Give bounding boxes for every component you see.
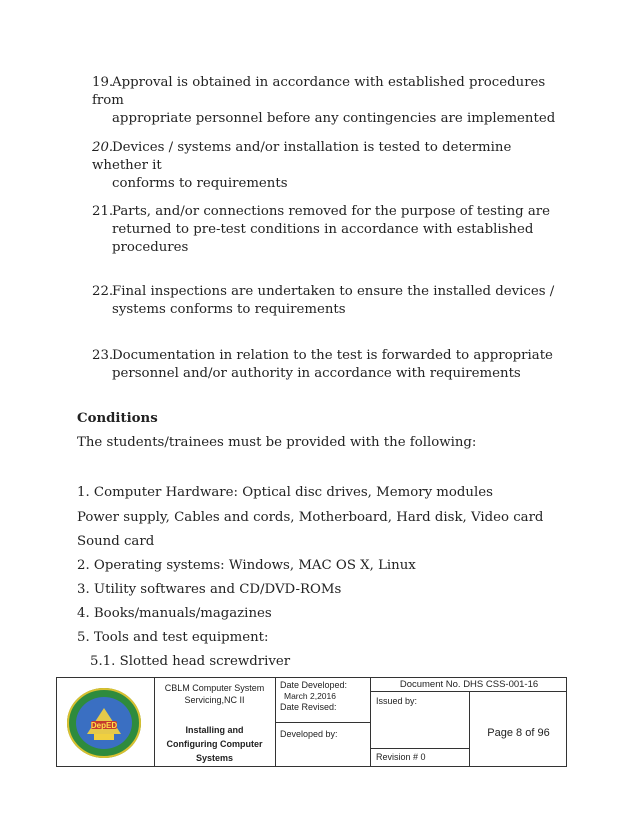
date-cell [280,680,370,713]
item-text: Approval is obtained in accordance with established procedures from [92,75,546,108]
revision-number: Revision # 0 [376,752,426,762]
date-developed-value: March 2,2016 [284,691,336,701]
footer-table [56,677,567,767]
condition-line: 4. Books/manuals/magazines [77,606,272,621]
document-number: Document No. DHS CSS-001-16 [399,679,539,690]
condition-line: Sound card [77,534,155,549]
item-text-cont: procedures [112,240,189,255]
item-number: 21. [92,204,114,219]
date-developed-label: Date Developed: [280,680,348,690]
divider [370,691,566,692]
item-text: Parts, and/or connections removed for the purpose of testing are [112,204,551,219]
date-revised-label: Date Revised: [280,702,337,712]
conditions-heading: Conditions [77,411,158,426]
condition-line: 1. Computer Hardware: Optical disc drives, Memory modules [77,485,493,500]
item-text-cont: conforms to requirements [112,176,288,191]
developed-by-label: Developed by: [280,729,338,739]
item-text-cont: returned to pre-test conditions in accordance with established [112,222,534,237]
condition-line: 5.1. Slotted head screwdriver [90,654,291,669]
module-line: Configuring Computer [166,739,263,749]
item-number: 22. [92,284,114,299]
module-line: Systems [195,753,234,763]
item-22 [92,283,562,319]
item-20 [92,139,562,193]
item-text-cont: appropriate personnel before any contingencies are implemented [112,111,556,126]
item-text: Final inspections are undertaken to ensure the installed devices / [112,284,555,299]
item-text-cont: personnel and/or authority in accordance with requirements [112,366,521,381]
divider [370,748,469,749]
item-19 [92,74,562,128]
item-text: Documentation in relation to the test is forwarded to appropriate [112,348,553,363]
item-text: Devices / systems and/or installation is tested to determine whether it [92,140,512,173]
divider [275,722,370,723]
condition-line: 5. Tools and test equipment: [77,630,269,645]
cblm-line: Servicing,NC II [184,695,245,705]
module-title-cell [154,723,275,765]
condition-line: Power supply, Cables and cords, Motherboard, Hard disk, Video card [77,510,544,525]
condition-line: 2. Operating systems: Windows, MAC OS X, Linux [77,558,416,573]
item-number: 20. [92,140,114,155]
condition-line: 3. Utility softwares and CD/DVD-ROMs [77,582,342,597]
cblm-title-cell [154,682,275,706]
page-number: Page 8 of 96 [487,727,550,739]
item-21 [92,203,562,257]
item-text-cont: systems conforms to requirements [112,302,346,317]
conditions-intro: The students/trainees must be provided with the following: [77,435,477,450]
cblm-line: CBLM Computer System [164,683,265,693]
issued-by-label: Issued by: [376,696,418,706]
logo-badge-text: DepED [90,721,118,730]
item-23 [92,347,562,383]
item-number: 19. [92,75,114,90]
item-number: 23. [92,348,114,363]
module-line: Installing and [185,725,244,735]
school-seal-logo [65,686,143,760]
